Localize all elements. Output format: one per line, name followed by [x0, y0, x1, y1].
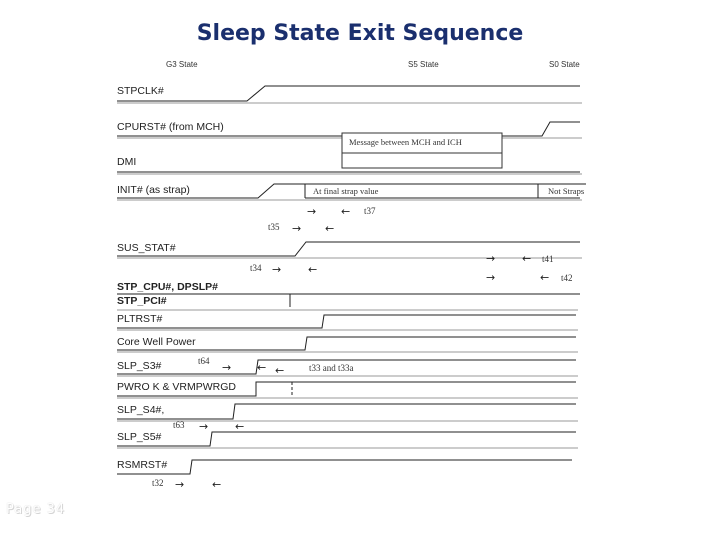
init-not-straps-label: Not Straps: [548, 186, 585, 196]
arrow-left-icon: ←: [341, 205, 351, 218]
timing-label-t41: t41: [542, 254, 554, 264]
waveform-pltrst: [117, 315, 576, 328]
signal-label-rsmrst: RSMRST#: [117, 459, 168, 471]
timing-label-t35: t35: [268, 222, 280, 232]
timing-label-t33-t33a: t33 and t33a: [309, 363, 354, 373]
arrow-left-icon: ←: [235, 420, 245, 433]
signal-label-stp-cpu: STP_CPU#, DPSLP#: [117, 281, 218, 293]
timing-label-t63: t63: [173, 420, 185, 430]
signal-label-init: INIT# (as strap): [117, 184, 190, 196]
arrow-right-icon: →: [175, 478, 185, 491]
signal-label-stpclk: STPCLK#: [117, 85, 164, 97]
timing-label-t64: t64: [198, 356, 210, 366]
init-final-strap-label: At final strap value: [313, 186, 379, 196]
timing-label-t32: t32: [152, 478, 164, 488]
dmi-message-label: Message between MCH and ICH: [349, 137, 462, 147]
signal-label-pwrok: PWRO K & VRMPWRGD: [117, 381, 237, 393]
signal-label-stp-pci: STP_PCI#: [117, 295, 167, 307]
waveform-stpclk: [117, 86, 580, 101]
arrow-left-icon: ←: [325, 222, 335, 235]
signal-label-dmi: DMI: [117, 156, 137, 168]
state-label-g3: G3 State: [166, 60, 198, 69]
waveform-rsmrst: [117, 460, 572, 474]
state-label-s5: S5 State: [408, 60, 439, 69]
arrow-left-icon: ←: [212, 478, 222, 491]
arrow-right-icon: →: [486, 252, 496, 265]
waveform-slp-s5: [117, 432, 576, 446]
waveform-slp-s4: [117, 404, 576, 419]
arrow-left-icon: ←: [522, 252, 532, 265]
signal-label-pltrst: PLTRST#: [117, 313, 163, 325]
page-number: Page 34: [6, 502, 66, 517]
arrow-left-icon: ←: [540, 271, 550, 284]
state-label-s0: S0 State: [549, 60, 580, 69]
arrow-right-icon: →: [222, 361, 232, 374]
arrow-right-icon: →: [307, 205, 317, 218]
timing-label-t34: t34: [250, 263, 262, 273]
signal-label-sus-stat: SUS_STAT#: [117, 242, 176, 254]
arrow-left-icon: ←: [257, 361, 267, 374]
arrow-right-icon: →: [199, 420, 209, 433]
signal-label-core-well: Core Well Power: [117, 336, 196, 348]
arrow-left-icon: ←: [275, 364, 285, 377]
waveform-sus-stat: [117, 242, 580, 256]
timing-label-t42: t42: [561, 273, 573, 283]
slide-title: Sleep State Exit Sequence: [196, 21, 524, 46]
signal-label-slp-s5: SLP_S5#: [117, 431, 162, 443]
timing-label-t37: t37: [364, 206, 376, 216]
signal-label-slp-s4: SLP_S4#,: [117, 404, 165, 416]
arrow-right-icon: →: [292, 222, 302, 235]
arrow-left-icon: ←: [308, 263, 318, 276]
signal-label-cpurst: CPURST# (from MCH): [117, 121, 224, 133]
arrow-right-icon: →: [486, 271, 496, 284]
signal-label-slp-s3: SLP_S3#: [117, 360, 162, 372]
arrow-right-icon: →: [272, 263, 282, 276]
